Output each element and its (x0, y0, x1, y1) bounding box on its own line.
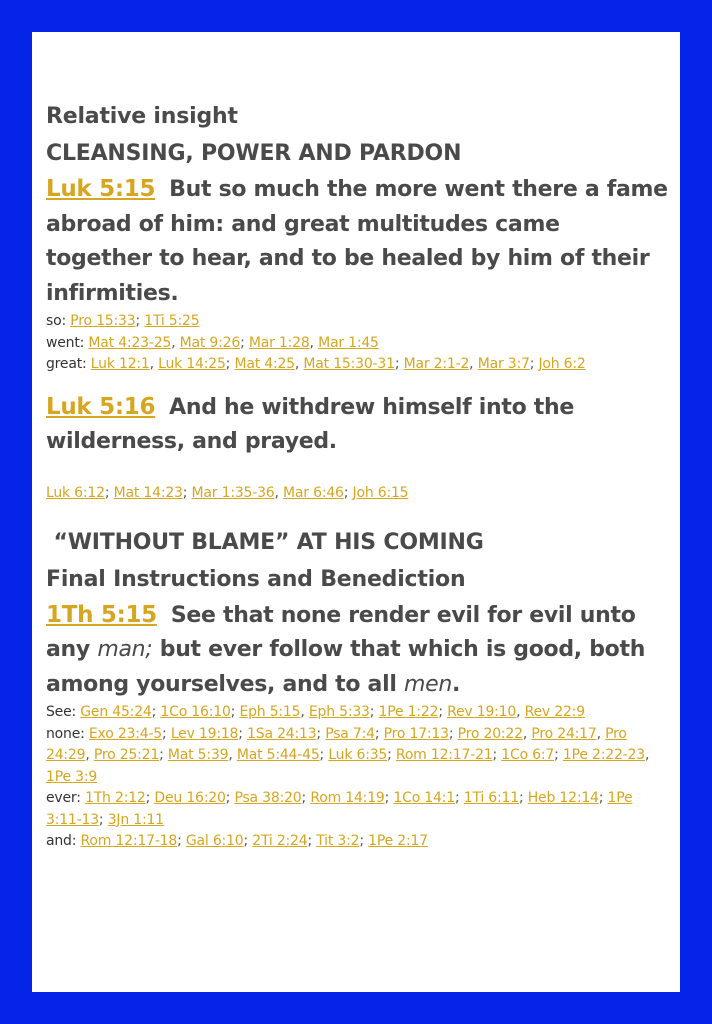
separator: ; (225, 356, 235, 372)
cross-reference-keyword: See: (46, 704, 81, 720)
separator: ; (159, 747, 168, 763)
cross-reference-link[interactable]: Rom 12:17-18 (80, 833, 178, 849)
separator: , (85, 747, 94, 763)
cross-reference-link[interactable]: Deu 16:20 (154, 790, 226, 806)
separator: ; (438, 704, 448, 720)
cross-reference-link[interactable]: 1Pe 3:9 (46, 768, 98, 785)
verse-text (46, 598, 672, 703)
separator: ; (387, 747, 396, 763)
separator: ; (518, 790, 528, 806)
separator: ; (238, 725, 248, 742)
verse-italic-men: men (403, 671, 452, 697)
separator: ; (369, 704, 379, 720)
cross-reference-row (46, 333, 672, 355)
verse-reference-link[interactable]: Luk 5:15 (46, 176, 156, 202)
cross-reference-link[interactable]: Joh 6:2 (538, 356, 586, 372)
cross-reference-link[interactable]: Mat 4:23-25 (88, 334, 172, 351)
cross-reference-link[interactable]: Mat 5:39 (167, 747, 229, 763)
cross-reference-link[interactable]: Mar 3:7 (477, 356, 530, 372)
cross-reference-link[interactable]: 1Pe 1:22 (378, 704, 439, 720)
verse-text (46, 172, 672, 311)
cross-reference-link[interactable]: Joh 6:15 (352, 484, 409, 501)
separator: , (300, 704, 309, 720)
cross-reference-keyword: went: (46, 334, 89, 351)
verse-body: And he withdrew himself into the wilderness, and prayed. (46, 394, 574, 454)
cross-reference-link[interactable]: Luk 14:25 (158, 356, 226, 372)
cross-reference-link[interactable]: Eph 5:33 (308, 704, 370, 720)
separator: , (309, 334, 319, 351)
verse-body-e: . (451, 671, 461, 697)
section-luk-5-16 (46, 390, 672, 504)
cross-reference-link[interactable]: 1Ti 5:25 (144, 313, 200, 329)
cross-reference-link[interactable]: Eph 5:15 (239, 704, 301, 720)
cross-reference-link[interactable]: Mar 1:35-36 (191, 484, 275, 501)
cross-reference-link[interactable]: 1Pe 2:22-23 (562, 747, 645, 763)
verse-body-c: but ever follow that which is good, both among yourselves, and to all (46, 637, 646, 697)
cross-reference-link[interactable]: Mat 15:30-31 (303, 356, 395, 372)
cross-reference-row (46, 831, 672, 853)
cross-reference-link[interactable]: 2Ti 2:24 (252, 833, 308, 849)
separator: , (228, 747, 237, 763)
cross-reference-link[interactable]: 3Jn 1:11 (107, 811, 164, 828)
separator: , (294, 356, 304, 372)
separator: ; (307, 833, 317, 849)
cross-reference-link[interactable]: Lev 19:18 (170, 725, 239, 742)
separator: ; (177, 833, 186, 849)
cross-reference-link[interactable]: Rev 22:9 (524, 704, 585, 720)
separator: ; (98, 811, 108, 828)
separator: ; (394, 356, 404, 372)
separator: ; (384, 790, 394, 806)
section-subtitle: Final Instructions and Benediction (46, 566, 466, 592)
cross-reference-link[interactable]: Mar 1:28 (248, 334, 310, 351)
separator: ; (343, 484, 353, 501)
separator: ; (151, 704, 161, 720)
separator: ; (448, 725, 458, 742)
separator: ; (243, 833, 253, 849)
cross-reference-keyword: none: (46, 725, 89, 742)
verse-body: But so much the more went there a fame abroad of him: and great multitudes came together to hear, and to be healed by him of their infirmities. (46, 177, 668, 306)
cross-reference-link[interactable]: Rom 12:17-21 (395, 747, 493, 763)
separator: ; (104, 484, 114, 501)
separator: ; (240, 334, 249, 351)
cross-references (46, 702, 672, 853)
separator: ; (162, 725, 171, 742)
cross-reference-link[interactable]: Rev 19:10 (447, 704, 517, 720)
cross-reference-link[interactable]: Mat 14:23 (113, 484, 183, 501)
cross-reference-row (46, 724, 672, 789)
separator: ; (492, 747, 502, 763)
separator: , (149, 356, 159, 372)
cross-reference-link[interactable]: Heb 12:14 (527, 790, 599, 806)
cross-reference-link[interactable]: Mar 1:45 (318, 334, 379, 351)
cross-reference-link[interactable]: Luk 12:1 (90, 356, 150, 372)
section-luk-5-15 (46, 98, 672, 376)
cross-reference-keyword: ever: (46, 790, 85, 806)
separator: ; (182, 484, 192, 501)
cross-reference-link[interactable]: 1Th 2:12 (85, 790, 146, 806)
separator: ; (529, 356, 539, 372)
verse-text (46, 390, 672, 460)
cross-reference-link[interactable]: Pro 25:21 (93, 747, 160, 763)
separator: ; (454, 790, 464, 806)
cross-reference-link[interactable]: 1Pe 3:11-13 (46, 790, 633, 828)
separator: ; (316, 725, 326, 742)
cross-reference-link[interactable]: Gen 45:24 (80, 704, 152, 720)
separator: , (522, 725, 532, 742)
verse-reference-link[interactable]: 1Th 5:15 (46, 601, 157, 628)
cross-reference-link[interactable]: Mar 2:1-2 (403, 356, 470, 372)
cross-reference-link[interactable]: 1Co 14:1 (393, 790, 455, 806)
separator: ; (319, 747, 329, 763)
cross-reference-link[interactable]: Luk 6:12 (46, 484, 105, 501)
separator: , (644, 747, 650, 763)
cross-reference-link[interactable]: 1Sa 24:13 (247, 725, 317, 742)
cross-reference-link[interactable]: Mat 9:26 (179, 334, 241, 351)
cross-reference-keyword: so: (46, 313, 71, 329)
cross-reference-link[interactable]: 1Ti 6:11 (463, 790, 519, 806)
cross-reference-link[interactable]: 1Co 16:10 (160, 704, 231, 720)
cross-reference-link[interactable]: Luk 6:35 (328, 747, 388, 763)
cross-reference-link[interactable]: Pro 17:13 (383, 725, 449, 742)
separator: , (516, 704, 525, 720)
verse-reference-link[interactable]: Luk 5:16 (46, 393, 156, 420)
cross-reference-link[interactable]: Mat 5:44-45 (236, 747, 320, 763)
separator: , (596, 725, 606, 742)
cross-reference-list (46, 482, 672, 504)
cross-reference-link[interactable]: Psa 38:20 (234, 790, 302, 806)
section-title: CLEANSING, POWER AND PARDON (46, 141, 462, 166)
section-title-text: “WITHOUT BLAME” AT HIS COMING (53, 529, 484, 555)
cross-reference-link[interactable]: Pro 20:22 (457, 725, 523, 742)
separator: ; (225, 790, 235, 806)
separator: , (274, 484, 284, 501)
content-card (32, 32, 680, 992)
separator: ; (145, 790, 155, 806)
cross-references (46, 311, 672, 376)
cross-reference-link[interactable]: 1Co 6:7 (501, 747, 555, 763)
cross-reference-keyword: great: (46, 356, 91, 372)
cross-reference-link[interactable]: Gal 6:10 (185, 833, 244, 849)
cross-reference-link[interactable]: Mar 6:46 (283, 484, 344, 501)
cross-reference-row (46, 311, 672, 333)
cross-reference-link[interactable]: Exo 23:4-5 (88, 725, 163, 742)
cross-reference-keyword: and: (46, 833, 81, 849)
cross-reference-link[interactable]: Rom 14:19 (310, 790, 385, 806)
cross-reference-link[interactable]: 1Pe 2:17 (368, 833, 428, 849)
separator: ; (374, 725, 384, 742)
section-title (46, 524, 672, 561)
cross-reference-link[interactable]: Pro 15:33 (70, 313, 136, 329)
section-1th-5-15 (46, 524, 672, 853)
separator: ; (598, 790, 608, 806)
cross-reference-link[interactable]: Pro 24:17 (531, 725, 597, 742)
cross-reference-row (46, 788, 672, 831)
separator: ; (359, 833, 369, 849)
cross-reference-row (46, 354, 672, 376)
verse-italic-man: man; (97, 637, 153, 662)
cross-reference-link[interactable]: Tit 3:2 (316, 833, 360, 849)
separator: , (469, 356, 478, 372)
separator: ; (301, 790, 311, 806)
verse-body-a: See that none render evil for evil unto any (46, 602, 636, 662)
cross-reference-link[interactable]: Pro 24:29 (46, 725, 627, 763)
cross-reference-row (46, 702, 672, 724)
separator: ; (230, 704, 240, 720)
separator: ; (554, 747, 563, 763)
cross-reference-link[interactable]: Psa 7:4 (325, 725, 375, 742)
separator: , (171, 334, 180, 351)
insight-heading: Relative insight (46, 104, 238, 129)
separator: ; (135, 313, 145, 329)
cross-reference-link[interactable]: Mat 4:25 (234, 356, 295, 372)
